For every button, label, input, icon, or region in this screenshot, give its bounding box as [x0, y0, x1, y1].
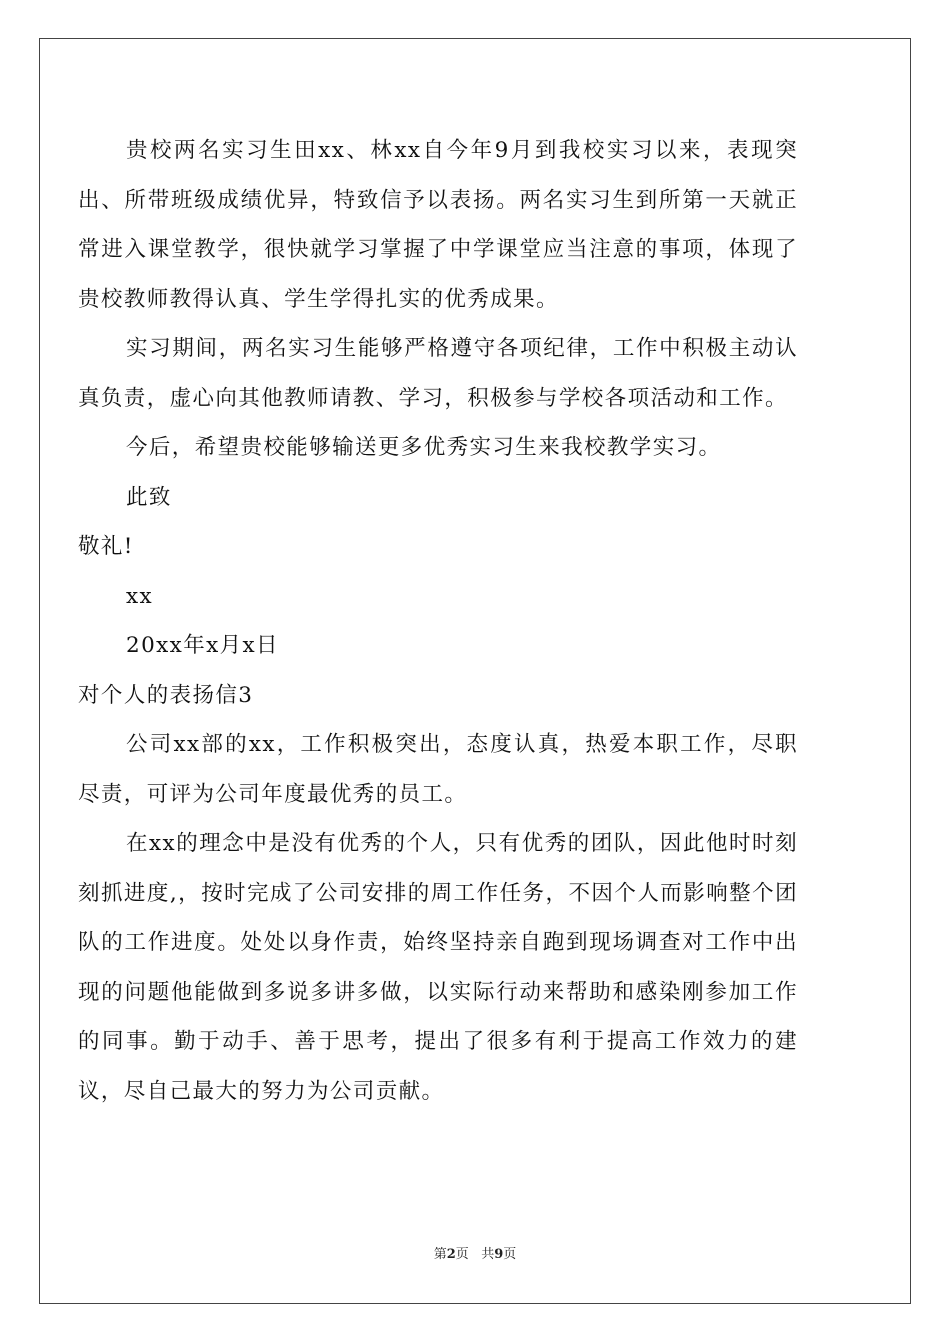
page-suffix: 页	[455, 1247, 469, 1262]
section-heading: 对个人的表扬信3	[78, 682, 254, 708]
page-footer	[0, 1246, 950, 1264]
signature-date: 20xx年x月x日	[126, 633, 279, 658]
page-prefix: 第	[433, 1247, 447, 1262]
paragraph-employee-praise: 公司xx部的xx，工作积极突出，态度认真，热爱本职工作，尽职尽责，可评为公司年度最优秀的员工。	[78, 732, 798, 807]
page-current: 2	[446, 1247, 456, 1262]
closing-salutation: 此致	[126, 484, 172, 510]
total-prefix: 共	[481, 1247, 495, 1262]
paragraph-internship-period: 实习期间，两名实习生能够严格遵守各项纪律，工作中积极主动认真负责，虚心向其他教师请教、学习，积极参与学校各项活动和工作。	[78, 336, 798, 411]
paragraph-team-philosophy: 在xx的理念中是没有优秀的个人，只有优秀的团队，因此他时时刻刻抓进度,，按时完成了公司安排的周工作任务，不因个人而影响整个团队的工作进度。处处以身作责，始终坚持亲自跑到现场调查对工作中出现的问题他能做到多说多讲多做，以实际行动来帮助和感染刚参加工作的同事。勤于动手、善于思考，提出了很多有利于提高工作效力的建议，尽自己最大的努力为公司贡献。	[78, 831, 798, 1104]
signature-name: xx	[126, 583, 154, 609]
document-body	[78, 126, 798, 1116]
total-suffix: 页	[503, 1247, 517, 1262]
paragraph-future-hope: 今后，希望贵校能够输送更多优秀实习生来我校教学实习。	[126, 435, 722, 460]
paragraph-praise-intro: 贵校两名实习生田xx、林xx自今年9月到我校实习以来，表现突出、所带班级成绩优异，特致信予以表扬。两名实习生到所第一天就正常进入课堂教学，很快就学习掌握了中学课堂应当注意的事项，体现了贵校教师教得认真、学生学得扎实的优秀成果。	[78, 138, 798, 312]
closing-regards: 敬礼!	[78, 534, 134, 559]
page-total: 9	[494, 1247, 504, 1262]
